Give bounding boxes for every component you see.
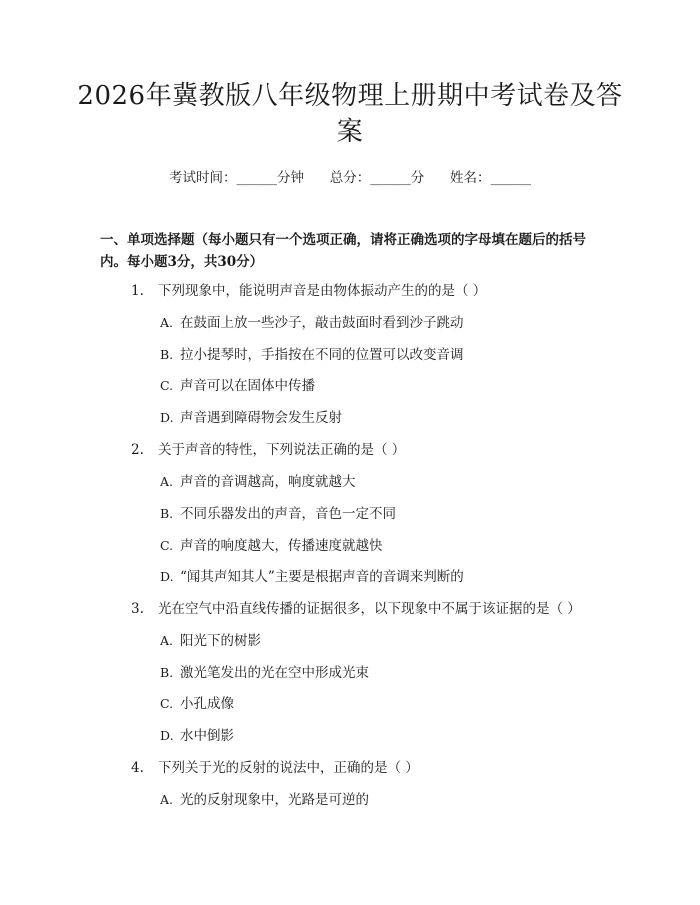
question-3-option-b xyxy=(160,663,369,683)
option-text: 在鼓面上放一些沙子，敲击鼓面时看到沙子跳动 xyxy=(180,315,464,331)
option-letter: C. xyxy=(160,696,174,711)
option-letter: D. xyxy=(160,410,174,425)
option-letter: A. xyxy=(160,792,174,807)
option-text: 拉小提琴时，手指按在不同的位置可以改变音调 xyxy=(180,347,464,363)
question-2-option-c xyxy=(160,536,383,556)
section-heading: 一、单项选择题（每小题只有一个选项正确，请将正确选项的字母填在题后的括号内。每小题3分，共30分） xyxy=(100,232,586,270)
question-3 xyxy=(131,599,581,619)
question-text: 下列关于光的反射的说法中，正确的是（ ） xyxy=(158,760,419,776)
option-text: “闻其声知其人”主要是根据声音的音调来判断的 xyxy=(180,569,464,585)
option-letter: C. xyxy=(160,378,174,393)
question-1 xyxy=(131,281,486,301)
question-4 xyxy=(131,758,419,778)
question-2-option-a xyxy=(160,472,356,492)
option-text: 声音的响度越大，传播速度就越快 xyxy=(180,538,383,554)
option-letter: A. xyxy=(160,474,174,489)
option-text: 声音遇到障碍物会发生反射 xyxy=(180,410,342,426)
question-1-option-c xyxy=(160,376,315,396)
option-text: 不同乐器发出的声音，音色一定不同 xyxy=(180,506,396,522)
option-text: 水中倒影 xyxy=(180,728,234,744)
option-letter: B. xyxy=(160,665,174,680)
exam-info-line: 考试时间：______分钟 总分：______分 姓名：______ xyxy=(169,170,531,186)
option-letter: A. xyxy=(160,315,174,330)
question-3-option-a xyxy=(160,631,261,651)
option-letter: D. xyxy=(160,569,174,584)
option-text: 声音可以在固体中传播 xyxy=(180,378,315,394)
option-letter: B. xyxy=(160,347,174,362)
option-letter: D. xyxy=(160,728,174,743)
question-2-option-d xyxy=(160,567,464,587)
question-text: 光在空气中沿直线传播的证据很多，以下现象中不属于该证据的是（ ） xyxy=(158,601,581,617)
question-2 xyxy=(131,440,405,460)
question-1-option-d xyxy=(160,408,342,428)
question-text: 下列现象中，能说明声音是由物体振动产生的的是（ ） xyxy=(158,283,487,299)
question-number: 4. xyxy=(131,760,144,776)
question-2-option-b xyxy=(160,504,396,524)
question-text: 关于声音的特性，下列说法正确的是（ ） xyxy=(158,442,406,458)
question-4-option-a xyxy=(160,790,369,810)
question-3-option-d xyxy=(160,726,234,746)
document-title: 2026年冀教版八年级物理上册期中考试卷及答案 xyxy=(77,81,623,147)
question-number: 1. xyxy=(131,283,144,299)
option-text: 光的反射现象中，光路是可逆的 xyxy=(180,792,369,808)
option-text: 激光笔发出的光在空中形成光束 xyxy=(180,665,369,681)
question-1-option-b xyxy=(160,345,464,365)
option-text: 小孔成像 xyxy=(180,696,234,712)
option-letter: C. xyxy=(160,538,174,553)
option-text: 声音的音调越高，响度就越大 xyxy=(180,474,356,490)
question-number: 3. xyxy=(131,601,144,617)
option-text: 阳光下的树影 xyxy=(180,633,261,649)
question-3-option-c xyxy=(160,694,234,714)
question-1-option-a xyxy=(160,313,464,333)
option-letter: B. xyxy=(160,506,174,521)
question-number: 2. xyxy=(131,442,144,458)
option-letter: A. xyxy=(160,633,174,648)
